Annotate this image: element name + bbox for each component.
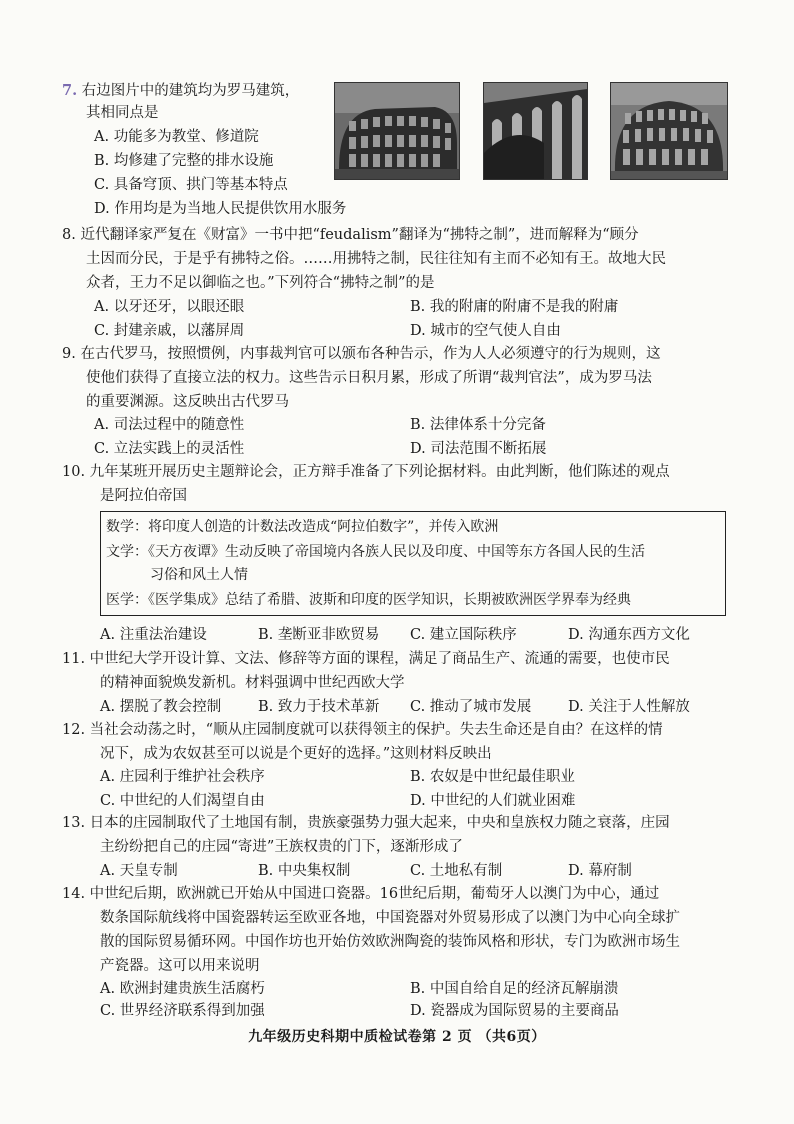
q13-option-a: A. 天皇专制 bbox=[100, 863, 178, 879]
q10-option-b: B. 垄断亚非欧贸易 bbox=[258, 627, 380, 643]
q14-option-d: D. 瓷器成为国际贸易的主要商品 bbox=[410, 1003, 619, 1019]
q11-option-d: D. 关注于人性解放 bbox=[568, 699, 690, 715]
q12-option-d: D. 中世纪的人们就业困难 bbox=[410, 793, 576, 809]
q9-stem-line-2: 使他们获得了直接立法的权力。这些告示日积月累，形成了所谓“裁判官法”，成为罗马法 bbox=[86, 370, 652, 386]
q14-stem-line-4: 产瓷器。这可以用来说明 bbox=[100, 958, 260, 974]
q13-option-b: B. 中央集权制 bbox=[258, 863, 351, 879]
q12-option-c: C. 中世纪的人们渴望自由 bbox=[100, 793, 265, 809]
q13-stem-line-2: 主纷纷把自己的庄园“寄进”王族权贵的门下，逐渐形成了 bbox=[100, 839, 463, 855]
q7-option-a: A. 功能多为教堂、修道院 bbox=[94, 129, 259, 145]
q14-option-c: C. 世界经济联系得到加强 bbox=[100, 1003, 265, 1019]
q12-stem-line-2: 况下，成为农奴甚至可以说是个更好的选择。”这则材料反映出 bbox=[100, 746, 492, 762]
q11-option-b: B. 致力于技术革新 bbox=[258, 699, 380, 715]
q10-stem-line-2: 是阿拉伯帝国 bbox=[100, 488, 187, 504]
q10-option-c: C. 建立国际秩序 bbox=[410, 627, 517, 643]
q9-stem-line-3: 的重要渊源。这反映出古代罗马 bbox=[86, 394, 289, 410]
q11-option-a: A. 摆脱了教会控制 bbox=[100, 699, 222, 715]
q8-option-b: B. 我的附庸的附庸不是我的附庸 bbox=[410, 299, 619, 315]
q14-option-b: B. 中国自给自足的经济瓦解崩溃 bbox=[410, 981, 619, 997]
q8-stem-line-2: 土因而分民，于是乎有拂特之俗。……用拂特之制，民往往知有主而不必知有王。故地大民 bbox=[86, 251, 666, 267]
q9-option-c: C. 立法实践上的灵活性 bbox=[94, 441, 245, 457]
q7-option-d: D. 作用均是为当地人民提供饮用水服务 bbox=[94, 201, 347, 217]
q14-stem-line-1: 14. 中世纪后期，欧洲就已开始从中国进口瓷器。16世纪后期，葡萄牙人以澳门为中心，通过 bbox=[62, 886, 660, 902]
q11-stem-line-1: 11. 中世纪大学开设计算、文法、修辞等方面的课程，满足了商品生产、流通的需要，也使市民 bbox=[62, 651, 670, 667]
q10-stem-line-1: 10. 九年某班开展历史主题辩论会，正方辩手准备了下列论据材料。由此判断，他们陈述的观点 bbox=[62, 464, 670, 480]
q7-stem-line-1 bbox=[62, 80, 299, 102]
q7-stem-line-2: 其相同点是 bbox=[86, 105, 159, 121]
q12-stem-line-1: 12. 当社会动荡之时，“顺从庄园制度就可以获得领主的保护。失去生命还是自由？在这样的情 bbox=[62, 722, 663, 738]
q7-number: 7. bbox=[62, 82, 78, 99]
q8-stem-line-1: 8. 近代翻译家严复在《财富》一书中把“feudalism”翻译为“拂特之制”，进而解释为“顾分 bbox=[62, 227, 639, 243]
q12-option-a: A. 庄园利于维护社会秩序 bbox=[100, 769, 265, 785]
q7-option-b: B. 均修建了完整的排水设施 bbox=[94, 153, 274, 169]
q13-option-c: C. 土地私有制 bbox=[410, 863, 503, 879]
q10-material-math: 数学：将印度人创造的计数法改造成“阿拉伯数字”，并传入欧洲 bbox=[106, 519, 499, 535]
q10-material-literature-cont: 习俗和风土人情 bbox=[150, 567, 248, 583]
q9-option-b: B. 法律体系十分完备 bbox=[410, 417, 546, 433]
q10-material-medicine: 医学：《医学集成》总结了希腊、波斯和印度的医学知识，长期被欧洲医学界奉为经典 bbox=[106, 592, 631, 608]
q7-option-c: C. 具备穹顶、拱门等基本特点 bbox=[94, 177, 288, 193]
q9-stem-line-1: 9. 在古代罗马，按照惯例，内事裁判官可以颁布各种告示，作为人人必须遵守的行为规则，这 bbox=[62, 346, 661, 362]
q12-option-b: B. 农奴是中世纪最佳职业 bbox=[410, 769, 575, 785]
aqueduct-photo bbox=[483, 82, 588, 180]
q14-stem-line-3: 散的国际贸易循环网。中国作坊也开始仿效欧洲陶瓷的装饰风格和形状，专门为欧洲市场生 bbox=[100, 934, 680, 950]
q13-stem-line-1: 13. 日本的庄园制取代了土地国有制，贵族豪强势力强大起来，中央和皇族权力随之衰落，庄园 bbox=[62, 815, 670, 831]
arena-photo bbox=[610, 82, 728, 180]
q11-option-c: C. 推动了城市发展 bbox=[410, 699, 532, 715]
q10-option-d: D. 沟通东西方文化 bbox=[568, 627, 690, 643]
q9-option-a: A. 司法过程中的随意性 bbox=[94, 417, 245, 433]
q10-option-a: A. 注重法治建设 bbox=[100, 627, 207, 643]
q8-option-a: A. 以牙还牙，以眼还眼 bbox=[94, 299, 245, 315]
q9-option-d: D. 司法范围不断拓展 bbox=[410, 441, 547, 457]
page-footer: 九年级历史科期中质检试卷第 2 页 （共6页） bbox=[248, 1029, 546, 1045]
q14-option-a: A. 欧洲封建贵族生活腐朽 bbox=[100, 981, 265, 997]
q7-stem-1: 右边图片中的建筑均为罗马建筑， bbox=[81, 83, 300, 99]
q10-material-literature: 文学：《天方夜谭》生动反映了帝国境内各族人民以及印度、中国等东方各国人民的生活 bbox=[106, 544, 645, 560]
q11-stem-line-2: 的精神面貌焕发新机。材料强调中世纪西欧大学 bbox=[100, 675, 405, 691]
colosseum-photo bbox=[334, 82, 460, 180]
q14-stem-line-2: 数条国际航线将中国瓷器转运至欧亚各地，中国瓷器对外贸易形成了以澳门为中心向全球扩 bbox=[100, 910, 680, 926]
q8-option-c: C. 封建亲戚，以藩屏周 bbox=[94, 323, 245, 339]
q13-option-d: D. 幕府制 bbox=[568, 863, 632, 879]
q8-stem-line-3: 众者，王力不足以御临之也。”下列符合“拂特之制”的是 bbox=[86, 275, 435, 291]
q8-option-d: D. 城市的空气使人自由 bbox=[410, 323, 561, 339]
